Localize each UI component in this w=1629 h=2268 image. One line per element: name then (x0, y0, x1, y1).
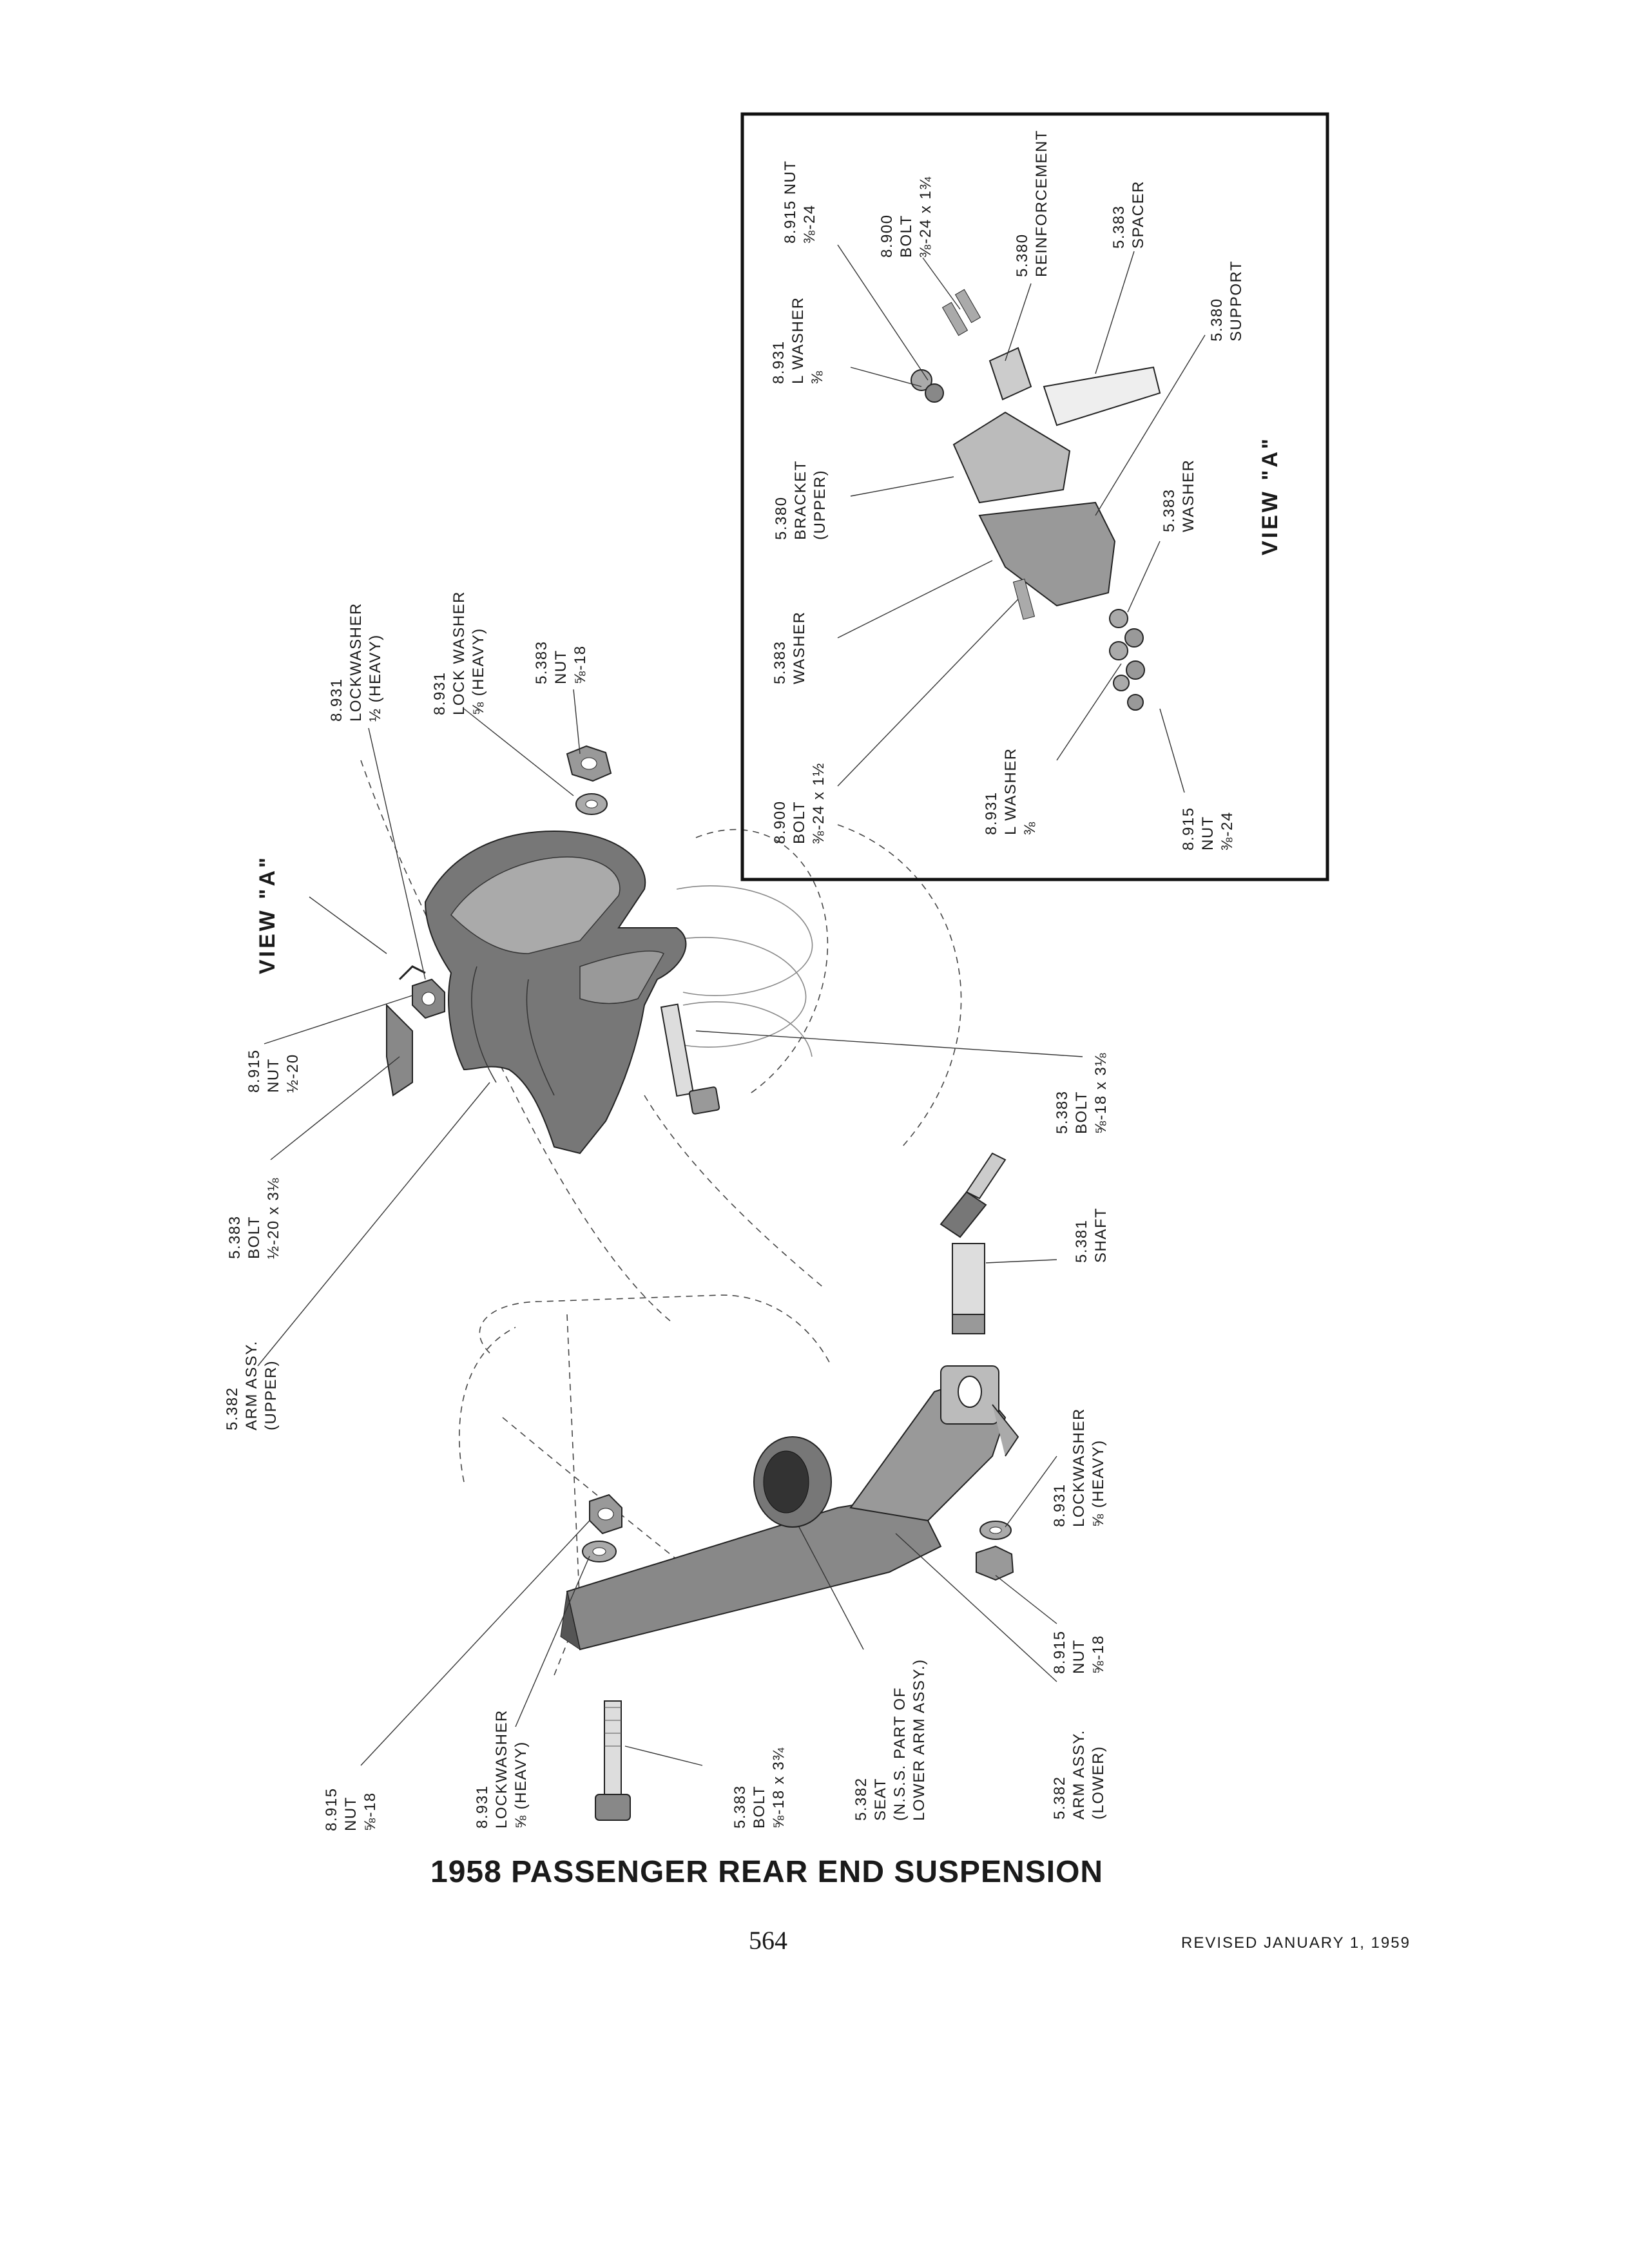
callout-line: BOLT (1073, 1091, 1090, 1134)
callout-bolt-half-20 (226, 1177, 284, 1259)
callout-line: 5.383 (533, 640, 550, 684)
callout-bolt-5-8-18-upper (1053, 1052, 1111, 1134)
leader-shaft (986, 1260, 1057, 1263)
callout-line: 5.383 (771, 640, 789, 684)
callout-bolt-lower (731, 1747, 789, 1829)
inset-callout-washer-right (1160, 459, 1199, 532)
callout-line: ⅝-18 x 3⅛ (1092, 1052, 1110, 1134)
callout-line: 8.915 (1051, 1630, 1068, 1674)
inset-callout-bolt-bottom (771, 762, 829, 844)
callout-lockwasher-lower-right (1050, 1408, 1108, 1527)
callout-lockwasher-lower-left (473, 1709, 531, 1829)
callout-line: 5.383 (1054, 1090, 1071, 1134)
callout-line: ½ (HEAVY) (367, 634, 384, 722)
inset-leader-l-washer-top (851, 367, 921, 387)
frame-outline (479, 1295, 831, 1366)
callout-line: NUT (552, 649, 570, 684)
inset-leader-washer-left (838, 561, 992, 638)
callout-line: L WASHER (789, 296, 807, 384)
callout-line: SUPPORT (1228, 260, 1245, 341)
leader-nut-lower-right (996, 1575, 1057, 1624)
callout-shaft (1072, 1207, 1111, 1263)
callout-line: 5.380 (773, 496, 790, 540)
callout-line: ⅝ (HEAVY) (1090, 1439, 1107, 1527)
inset-callout-spacer (1110, 180, 1148, 249)
nut-half-20 (412, 979, 445, 1018)
callout-arm-upper (223, 1340, 281, 1430)
callout-lockwasher-half (327, 602, 385, 722)
callout-seat (852, 1658, 929, 1821)
callout-line: ⅝ (HEAVY) (512, 1741, 530, 1829)
upper-bracket-plate (387, 1005, 412, 1095)
inset-callout-reinforcement (1013, 130, 1052, 277)
callout-arm-lower (1050, 1729, 1108, 1820)
upper-arm-assembly (425, 831, 686, 1153)
page-number: 564 (749, 1926, 787, 1955)
callout-line: 5.382 (853, 1777, 870, 1821)
callout-line: BOLT (751, 1785, 768, 1829)
coil-spring (670, 886, 813, 1057)
callout-line: WASHER (791, 611, 808, 684)
inset-callout-nut-top (781, 160, 820, 244)
callout-line: 8.915 NUT (782, 160, 799, 244)
inset-leader-spacer (1095, 251, 1134, 374)
inset-callout-bracket-upper (772, 460, 830, 540)
callout-line: ⅝-18 (1090, 1635, 1107, 1674)
callout-line: BOLT (246, 1216, 263, 1259)
callout-line: L WASHER (1002, 747, 1019, 835)
inset-callout-l-washer-top (769, 296, 827, 384)
callout-line: ⅜-24 (801, 204, 818, 244)
callout-line: 8.931 (328, 678, 345, 722)
callout-line: LOWER ARM ASSY.) (911, 1658, 928, 1821)
inset-callout-washer-left (771, 611, 809, 684)
callout-line: SPACER (1130, 180, 1147, 249)
callout-line: (LOWER) (1090, 1745, 1107, 1820)
callout-line: WASHER (1180, 459, 1197, 532)
callout-line: SHAFT (1092, 1207, 1110, 1263)
callout-line: 5.383 (731, 1785, 749, 1829)
inset-leader-nut-top (838, 245, 928, 380)
callout-line: 8.931 (474, 1785, 491, 1829)
callout-line: NUT (342, 1796, 360, 1831)
top-nut-washer-stack (567, 746, 611, 814)
callout-line: NUT (265, 1058, 282, 1093)
callout-line: 5.380 (1208, 298, 1226, 341)
bolt-5-8-lower (595, 1701, 630, 1820)
inset-leader-nut-bottom (1160, 709, 1184, 793)
callout-line: 5.383 (226, 1215, 244, 1259)
inset-leader-bolt-top (923, 258, 960, 309)
callout-line: ⅝-18 (361, 1792, 379, 1831)
callout-line: (UPPER) (811, 469, 829, 540)
revision-note: REVISED JANUARY 1, 1959 (1181, 1934, 1411, 1952)
callout-line: LOCKWASHER (347, 602, 365, 722)
frame-outline (838, 825, 961, 1147)
leader-view-a (309, 897, 387, 954)
bolt-5-8-upper (661, 1004, 720, 1115)
inset-callout-support (1208, 260, 1246, 341)
callout-line: ⅜-24 x 1¾ (917, 176, 934, 258)
callout-line: 8.931 (431, 671, 448, 715)
page-title: 1958 PASSENGER REAR END SUSPENSION (430, 1855, 1104, 1889)
callout-line: 5.383 (1110, 205, 1128, 249)
callout-line: 5.382 (224, 1387, 241, 1430)
inset-parts (911, 289, 1160, 710)
leader-bolt-lower (625, 1746, 702, 1765)
callout-line: 5.381 (1073, 1219, 1090, 1263)
callout-line: ⅝-18 (572, 645, 589, 684)
callout-lockwasher-5-8-top (430, 591, 488, 715)
callout-line: ⅜-24 x 1½ (810, 762, 827, 844)
callout-line: 8.915 (246, 1049, 263, 1093)
leader-bolt-upper (696, 1031, 1083, 1057)
inset-leader-bracket (851, 477, 954, 496)
callout-line: ⅜ (1021, 821, 1039, 835)
view-a-label: VIEW "A" (255, 854, 280, 974)
callout-line: 8.915 (323, 1787, 340, 1831)
inset-callout-bolt-top (878, 176, 936, 258)
lower-left-nut-washer (583, 1495, 622, 1562)
callout-line: NUT (1199, 816, 1217, 850)
callout-line: 8.931 (983, 791, 1000, 835)
callout-line: ⅝-18 x 3¾ (770, 1747, 787, 1829)
callout-line: ½-20 (284, 1053, 302, 1093)
callout-line: ARM ASSY. (243, 1340, 260, 1430)
callout-line: ⅜ (809, 370, 826, 384)
inset-view-a-label: VIEW "A" (1258, 436, 1282, 555)
frame-outline (644, 1095, 825, 1289)
inset-leader-l-washer-bottom (1057, 664, 1121, 760)
callout-nut-half-20 (245, 1049, 303, 1093)
leader-arm-upper (258, 1082, 490, 1366)
callout-line: ⅝ (HEAVY) (470, 628, 487, 715)
lower-arm-assembly (561, 1366, 1018, 1649)
callout-line: 5.383 (1161, 488, 1178, 532)
callout-line: ½-20 x 3⅛ (265, 1177, 282, 1259)
callout-line: NUT (1070, 1639, 1088, 1674)
callout-line: ARM ASSY. (1070, 1729, 1088, 1820)
callout-line: BOLT (791, 801, 808, 844)
leader-lockwasher-top (464, 709, 574, 796)
callout-nut-lower-left (322, 1787, 380, 1831)
callout-line: LOCKWASHER (493, 1709, 510, 1829)
callout-line: ⅜-24 (1219, 811, 1236, 850)
callout-line: 8.931 (1051, 1483, 1068, 1527)
callout-line: 8.900 (878, 214, 896, 258)
callout-line: 8.915 (1180, 807, 1197, 850)
callout-line: LOCKWASHER (1070, 1408, 1088, 1527)
callout-line: 8.900 (771, 800, 789, 844)
callout-nut-5-8-18-top (532, 640, 590, 684)
inset-callout-l-washer-bottom (982, 747, 1040, 835)
inset-leader-washer-right (1128, 541, 1160, 612)
callout-line: SEAT (872, 1778, 889, 1821)
callout-line: BOLT (898, 215, 915, 258)
lower-right-nut-washer (976, 1521, 1013, 1580)
callout-line: REINFORCEMENT (1033, 130, 1050, 277)
callout-line: (UPPER) (262, 1360, 280, 1430)
shaft (941, 1153, 1005, 1334)
callout-line: LOCK WASHER (450, 591, 468, 715)
callout-line: 5.380 (1014, 233, 1031, 277)
leader-nut-top (574, 689, 580, 754)
inset-callout-nut-bottom (1179, 807, 1237, 850)
callout-line: 8.931 (770, 340, 787, 384)
callout-line: BRACKET (792, 460, 809, 540)
callout-line: (N.S.S. PART OF (891, 1687, 909, 1821)
callout-nut-lower-right (1050, 1630, 1108, 1674)
leader-lockwasher-half (369, 728, 425, 979)
callout-line: 5.382 (1051, 1776, 1068, 1820)
bolt-half-20 (400, 966, 425, 979)
leader-lockwasher-lower-right (1005, 1456, 1057, 1527)
frame-outline (696, 829, 827, 1095)
